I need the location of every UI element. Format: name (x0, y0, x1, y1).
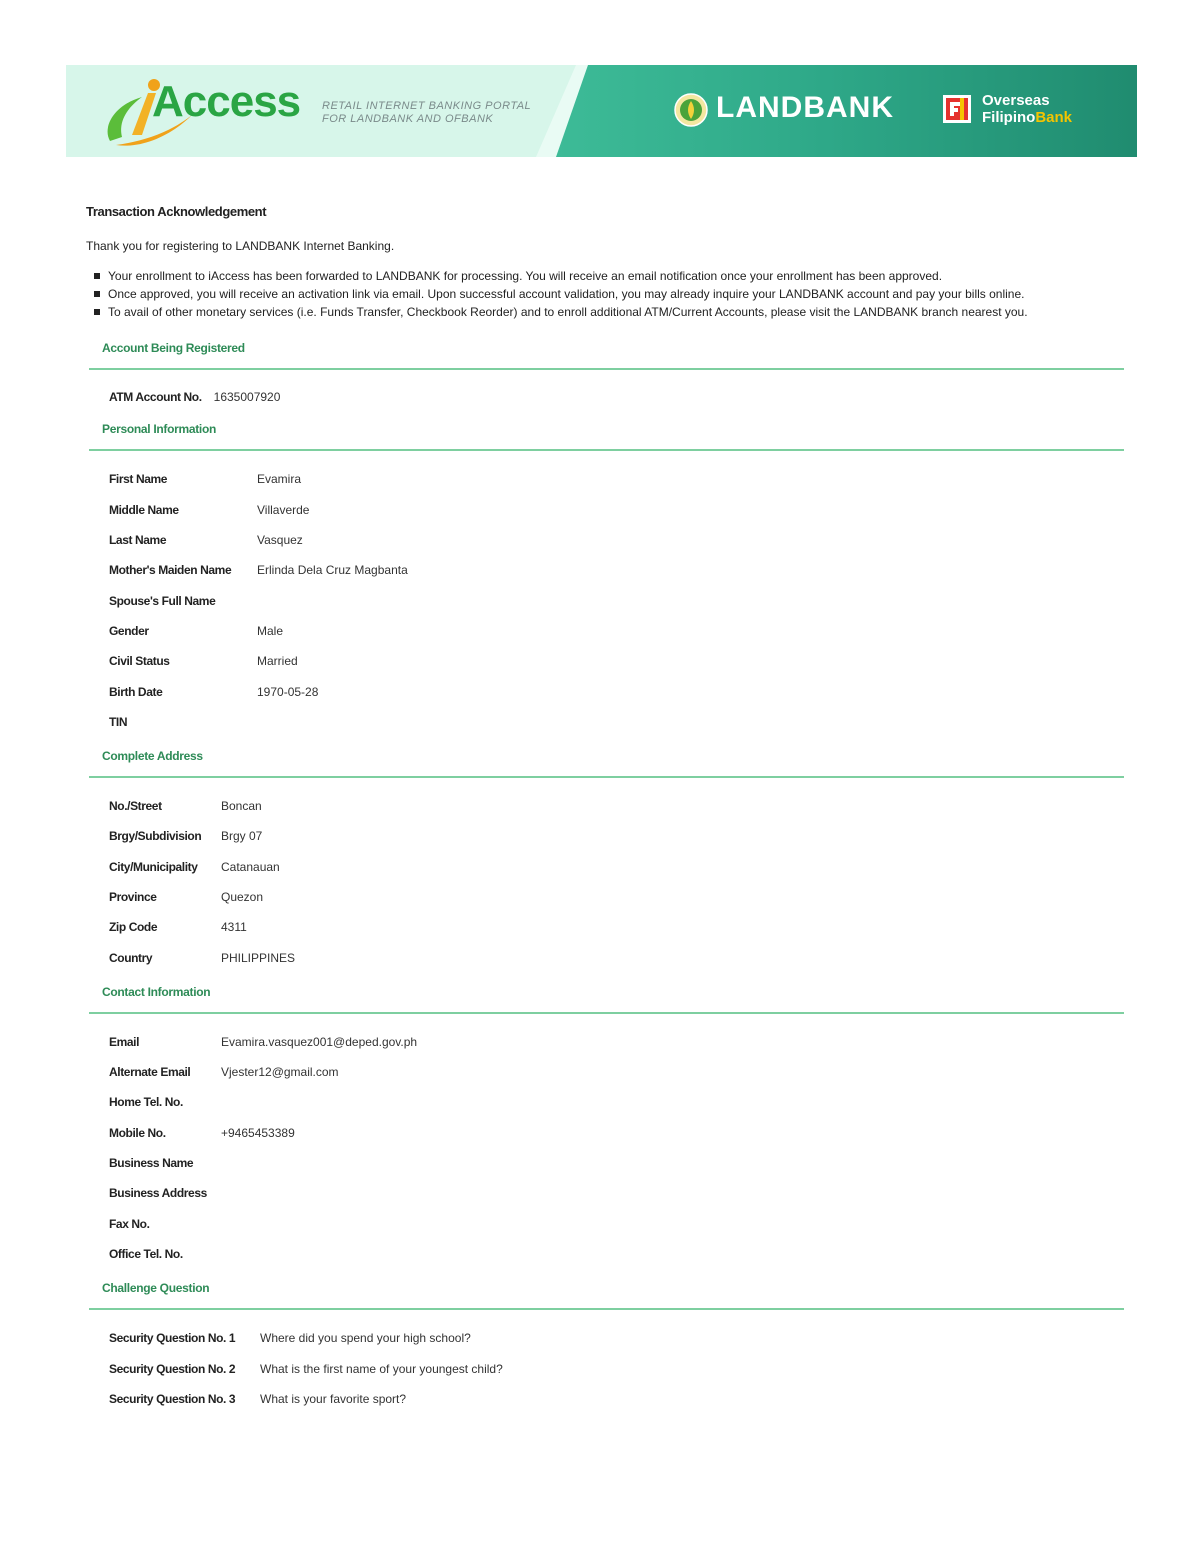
field-row (109, 882, 295, 912)
field-label: Brgy/Subdivision (109, 829, 202, 844)
field-row (109, 382, 280, 412)
field-row (109, 616, 408, 646)
field-label: Fax No. (109, 1216, 150, 1231)
field-row (109, 1027, 417, 1057)
field-row (109, 676, 408, 706)
bullet-icon (94, 309, 100, 315)
tagline-line-2: FOR LANDBANK AND OFBANK (322, 113, 494, 125)
section-divider (89, 1012, 1124, 1014)
landbank-emblem-icon (674, 93, 708, 127)
bullet-icon (94, 273, 100, 279)
field-value: Male (257, 623, 284, 638)
field-value: PHILIPPINES (221, 950, 296, 965)
field-value (221, 1209, 417, 1239)
field-row (109, 646, 408, 676)
field-label: City/Municipality (109, 859, 198, 874)
field-row (109, 555, 408, 585)
field-label: Spouse's Full Name (109, 593, 216, 608)
field-value: 1970-05-28 (257, 684, 319, 699)
field-row (109, 1118, 417, 1148)
field-value: 4311 (221, 920, 247, 935)
field-label: Last Name (109, 533, 167, 548)
list-item (108, 303, 1126, 321)
ofb-filipino: Filipino (982, 109, 1036, 126)
banner-tagline (322, 100, 531, 126)
thank-you-message: Thank you for registering to LANDBANK Internet Banking. (86, 239, 395, 253)
field-label: Email (109, 1034, 140, 1049)
personal-fields (109, 464, 408, 737)
bullet-icon (94, 291, 100, 297)
field-value: Erlinda Dela Cruz Magbanta (257, 563, 408, 578)
ofb-logo-icon (941, 93, 973, 125)
field-label: First Name (109, 472, 168, 487)
field-row (109, 912, 295, 942)
field-value: Evamira.vasquez001@deped.gov.ph (221, 1034, 418, 1049)
page-title: Transaction Acknowledgement (86, 204, 267, 219)
field-label: ATM Account No. (109, 390, 202, 405)
field-label: Gender (109, 623, 149, 638)
field-value (221, 1148, 417, 1178)
field-label: Home Tel. No. (109, 1095, 183, 1110)
field-label: Civil Status (109, 654, 170, 669)
address-fields (109, 791, 295, 973)
header-banner (66, 65, 1137, 157)
field-label: Business Name (109, 1156, 194, 1171)
tagline-line-1: RETAIL INTERNET BANKING PORTAL (322, 100, 532, 112)
iaccess-brand-text: Access (152, 77, 301, 126)
field-row (109, 1323, 503, 1353)
ofb-line-2 (982, 109, 1072, 126)
section-challenge (86, 1281, 1126, 1414)
acknowledgement-content (86, 200, 1126, 1414)
field-row (109, 1353, 503, 1383)
section-address (86, 749, 1126, 973)
field-label: Mobile No. (109, 1125, 166, 1140)
field-value: Villaverde (257, 502, 310, 517)
field-row (109, 852, 295, 882)
section-divider (89, 449, 1124, 451)
field-label: Province (109, 890, 157, 904)
field-row (109, 585, 408, 615)
field-label: Security Question No. 1 (109, 1331, 236, 1346)
field-value (257, 707, 408, 737)
field-value: Where did you spend your high school? (260, 1331, 471, 1346)
field-label: Security Question No. 3 (109, 1391, 236, 1406)
ofb-logo-text (982, 92, 1072, 126)
section-divider (89, 776, 1124, 778)
field-label: Middle Name (109, 502, 179, 517)
field-row (109, 942, 295, 972)
field-row (109, 1148, 417, 1178)
field-row (109, 1087, 417, 1117)
section-heading: Contact Information (102, 984, 211, 999)
field-value (257, 585, 408, 615)
field-row (109, 821, 295, 851)
field-row (109, 1057, 417, 1087)
field-label: Mother's Maiden Name (109, 563, 232, 578)
section-divider (89, 368, 1124, 370)
list-item (108, 285, 1126, 303)
field-value: Brgy 07 (221, 829, 263, 844)
field-value (221, 1087, 417, 1117)
section-personal (86, 422, 1126, 737)
section-heading: Complete Address (102, 748, 203, 763)
field-label: Security Question No. 2 (109, 1361, 236, 1376)
field-label: Alternate Email (109, 1065, 191, 1080)
field-value: Vjester12@gmail.com (221, 1065, 339, 1080)
field-value: Vasquez (257, 533, 303, 548)
field-value: What is the first name of your youngest child? (260, 1361, 503, 1376)
section-heading: Personal Information (102, 422, 217, 437)
list-item (108, 267, 1126, 285)
field-value: Boncan (221, 799, 262, 814)
field-label: No./Street (109, 799, 162, 814)
section-contact (86, 985, 1126, 1269)
field-value: +9465453389 (221, 1125, 295, 1140)
field-row (109, 707, 408, 737)
notes-list (86, 267, 1126, 321)
field-label: Country (109, 950, 153, 965)
field-value: Catanauan (221, 859, 280, 874)
field-row (109, 495, 408, 525)
field-label: Business Address (109, 1186, 207, 1201)
field-value: 1635007920 (213, 390, 281, 405)
field-row (109, 1209, 417, 1239)
field-value: Quezon (221, 890, 264, 904)
note-text: Once approved, you will receive an activation link via email. Upon successful account validation, you may already inquire your LANDBANK account and pay your bills online. (108, 287, 1025, 301)
field-value: Married (257, 654, 298, 669)
challenge-fields (109, 1323, 503, 1414)
section-account (86, 341, 1126, 412)
field-value (221, 1178, 417, 1208)
ofb-bank: Bank (1035, 109, 1073, 126)
note-text: Your enrollment to iAccess has been forwarded to LANDBANK for processing. You will receive an email notification once your enrollment has been approved. (108, 269, 943, 283)
field-row (109, 1384, 503, 1414)
field-value: What is your favorite sport? (260, 1391, 407, 1406)
field-label: TIN (109, 714, 128, 729)
landbank-logo-text: LANDBANK (716, 91, 894, 124)
field-row (109, 525, 408, 555)
section-heading: Challenge Question (102, 1281, 210, 1296)
field-value: Evamira (257, 472, 302, 487)
section-divider (89, 1308, 1124, 1310)
note-text: To avail of other monetary services (i.e. Funds Transfer, Checkbook Reorder) and to enroll additional ATM/Current Accounts, please visit the LANDBANK branch nearest you. (108, 305, 1028, 319)
field-row (109, 791, 295, 821)
field-row (109, 464, 408, 494)
account-fields (109, 382, 280, 412)
field-label: Zip Code (109, 920, 158, 935)
section-heading: Account Being Registered (102, 341, 245, 355)
field-label: Office Tel. No. (109, 1246, 183, 1261)
ofb-line-1: Overseas (982, 92, 1050, 109)
field-label: Birth Date (109, 684, 163, 699)
field-row (109, 1178, 417, 1208)
field-value (221, 1239, 417, 1269)
field-row (109, 1239, 417, 1269)
contact-fields (109, 1027, 417, 1269)
